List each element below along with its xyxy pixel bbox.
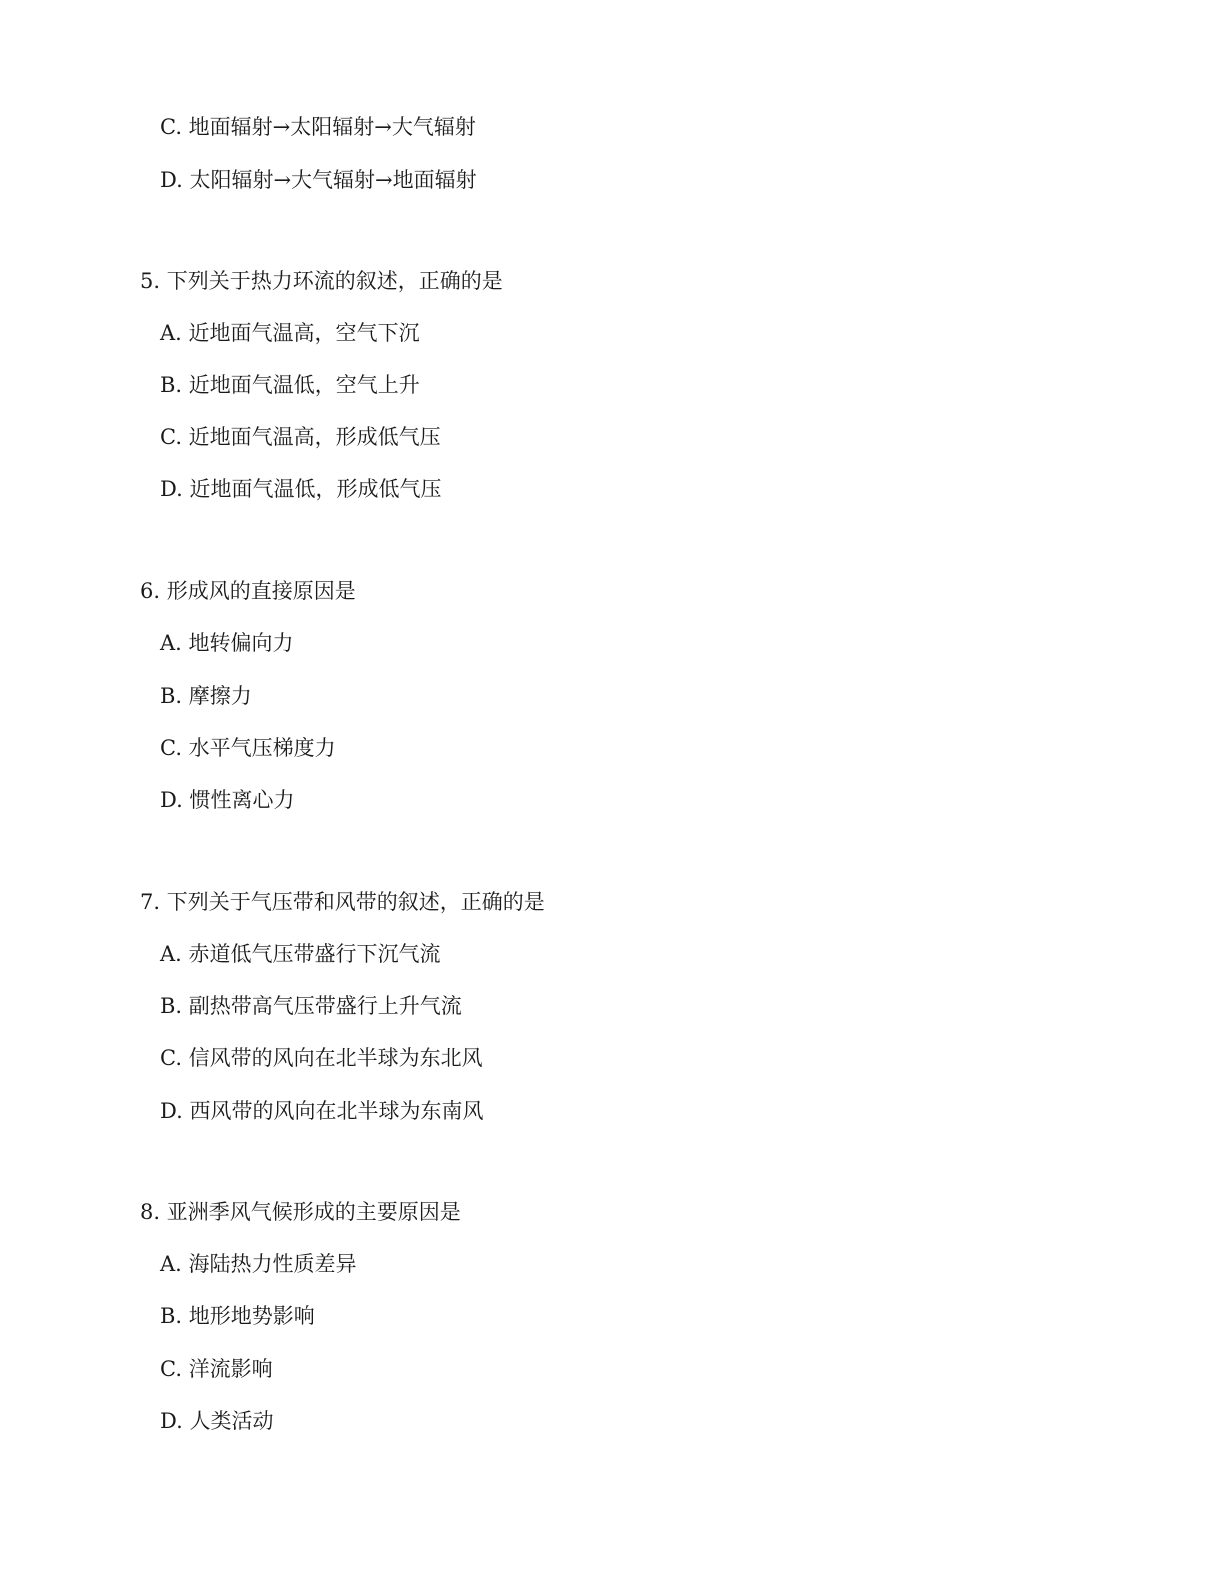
q4-option-d: D. 太阳辐射→大气辐射→地面辐射 (160, 168, 477, 192)
q8-option-c: C. 洋流影响 (160, 1357, 273, 1381)
q8-option-d: D. 人类活动 (160, 1409, 274, 1433)
q5-stem: 5. 下列关于热力环流的叙述，正确的是 (140, 269, 503, 293)
q8-option-a: A. 海陆热力性质差异 (160, 1252, 357, 1276)
q7-option-b: B. 副热带高气压带盛行上升气流 (160, 994, 462, 1018)
q5-option-d: D. 近地面气温低，形成低气压 (160, 477, 442, 501)
q8-option-b: B. 地形地势影响 (160, 1304, 315, 1328)
q8-stem: 8. 亚洲季风气候形成的主要原因是 (140, 1200, 461, 1224)
q7-option-d: D. 西风带的风向在北半球为东南风 (160, 1099, 484, 1123)
q5-option-b: B. 近地面气温低，空气上升 (160, 373, 420, 397)
q5-option-a: A. 近地面气温高，空气下沉 (160, 321, 420, 345)
q5-option-c: C. 近地面气温高，形成低气压 (160, 425, 441, 449)
q7-stem: 7. 下列关于气压带和风带的叙述，正确的是 (140, 890, 545, 914)
q7-option-c: C. 信风带的风向在北半球为东北风 (160, 1046, 483, 1070)
q6-stem: 6. 形成风的直接原因是 (140, 579, 356, 603)
q6-option-d: D. 惯性离心力 (160, 788, 295, 812)
q6-option-a: A. 地转偏向力 (160, 631, 294, 655)
q4-option-c: C. 地面辐射→太阳辐射→大气辐射 (160, 115, 476, 139)
q6-option-b: B. 摩擦力 (160, 684, 252, 708)
q7-option-a: A. 赤道低气压带盛行下沉气流 (160, 942, 441, 966)
q6-option-c: C. 水平气压梯度力 (160, 736, 336, 760)
